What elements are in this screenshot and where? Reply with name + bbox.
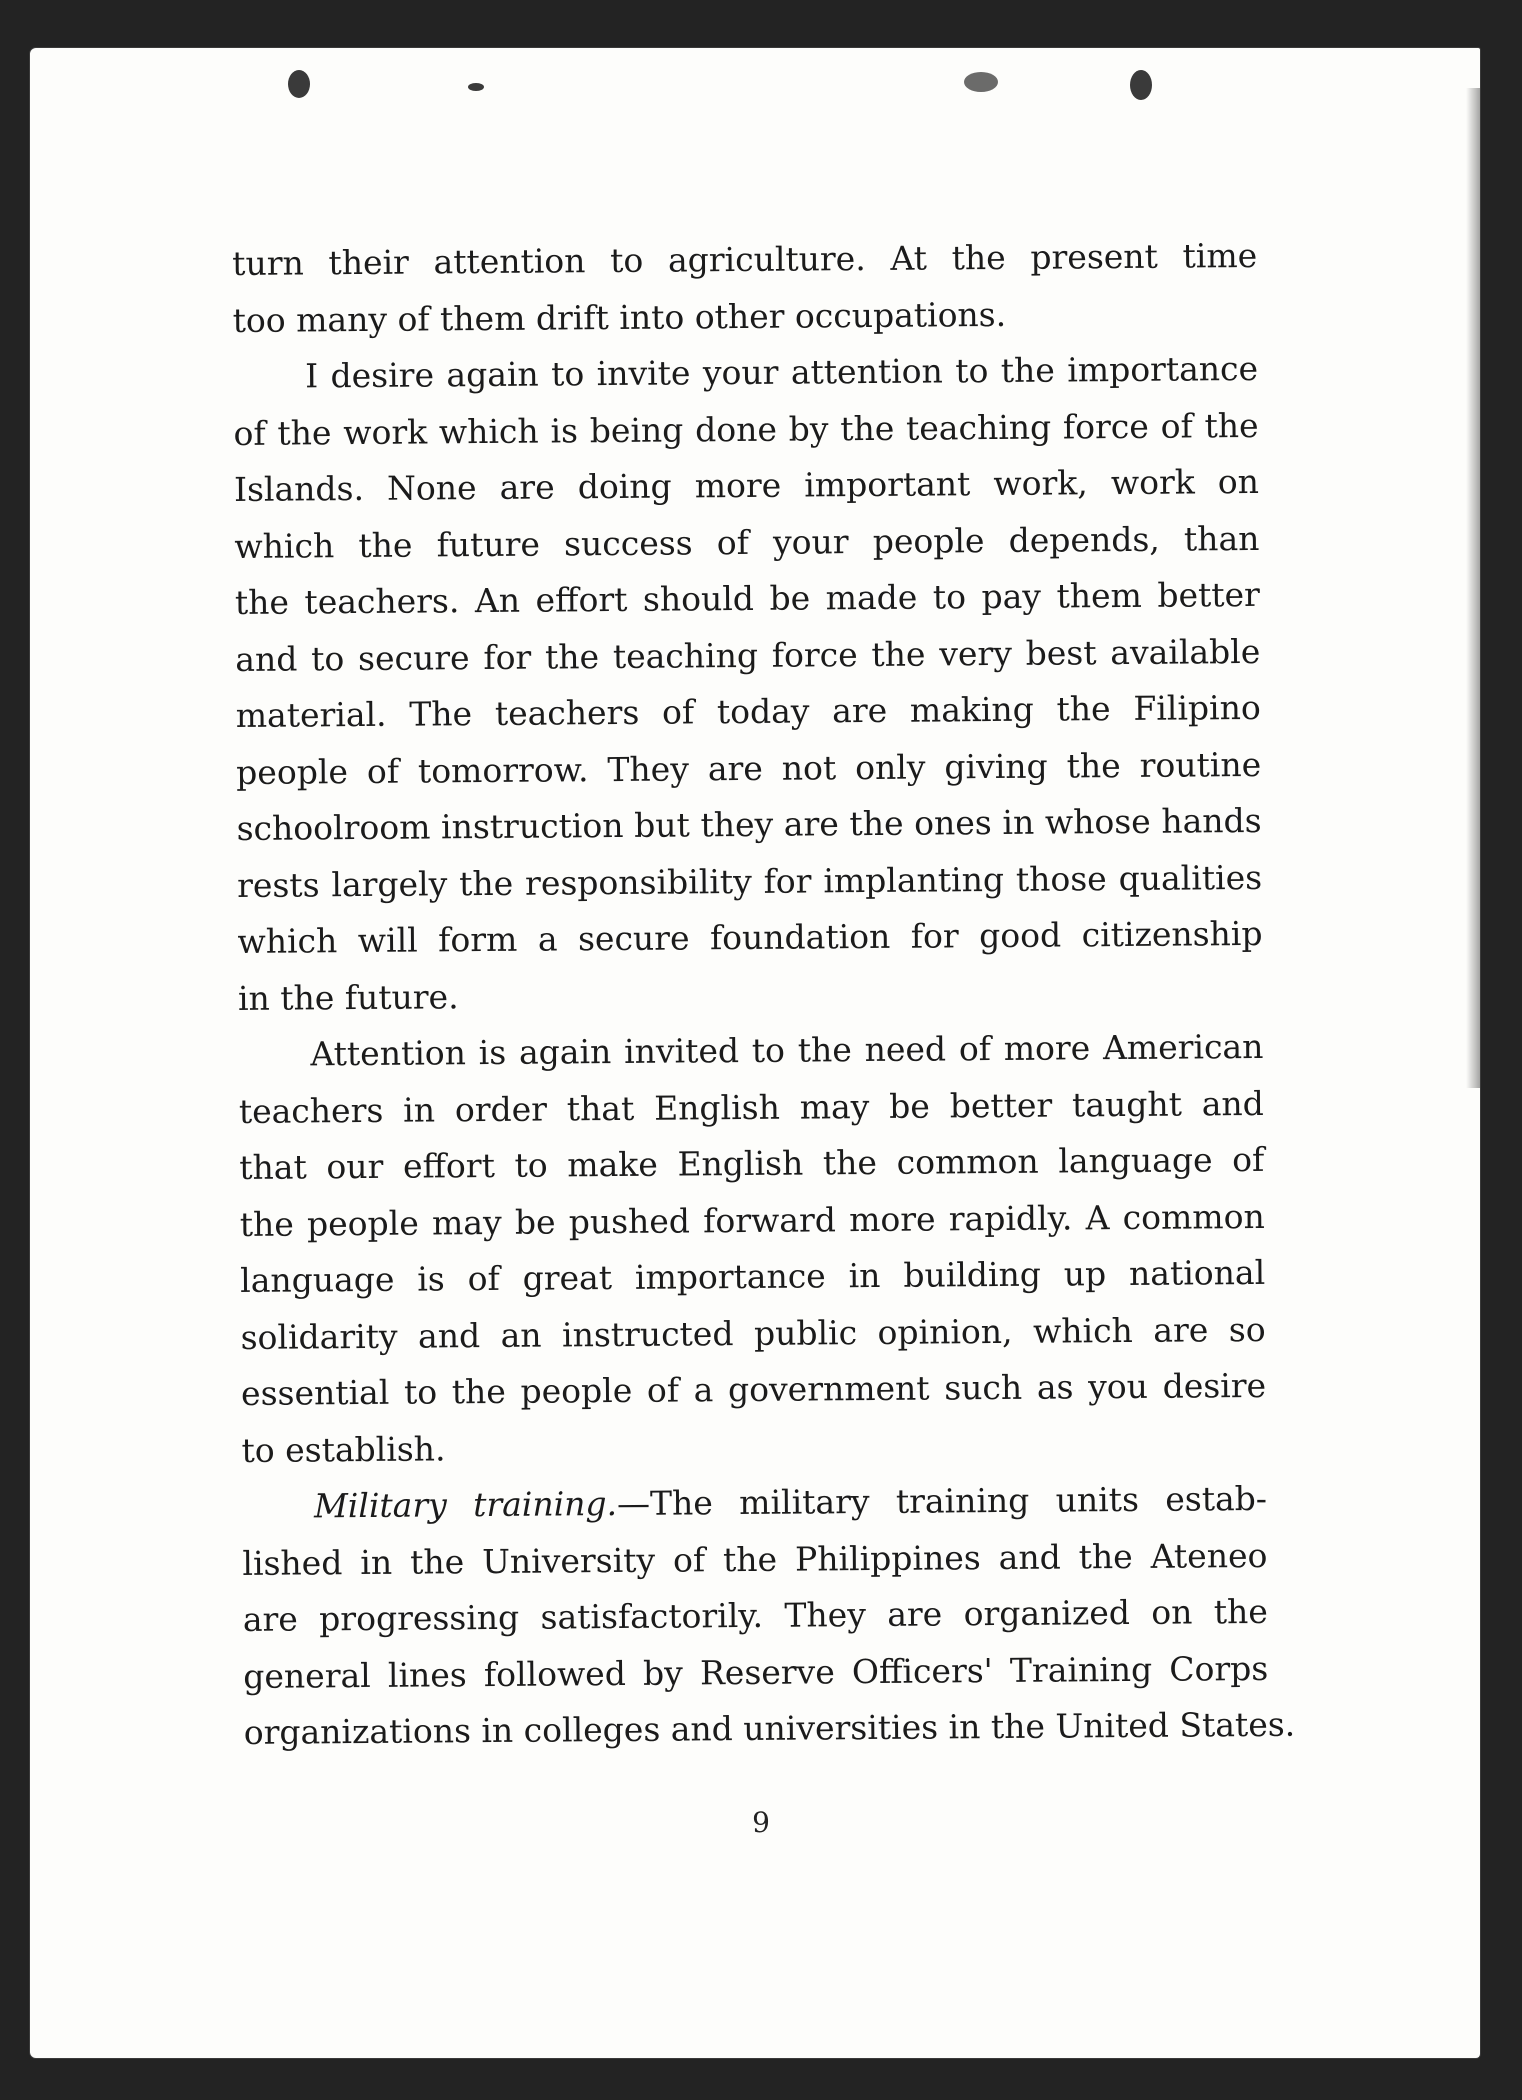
page-number: 9 — [752, 1806, 770, 1839]
paragraph-american-teachers — [238, 1019, 1267, 1479]
text-line: essential to the people of a government such as you desire — [240, 1365, 1267, 1413]
text-line: Military training.—The military training units estab- — [313, 1478, 1268, 1526]
text-line: teachers in order that English may be better taught and — [238, 1083, 1264, 1131]
text-line: of the work which is being done by the teaching force of the — [233, 405, 1259, 453]
binding-hole-mark — [468, 83, 484, 91]
text-line: in the future. — [237, 976, 459, 1018]
binding-hole-mark — [288, 70, 310, 98]
text-line: to establish. — [241, 1428, 446, 1470]
text-line: the people may be pushed forward more rapidly. A common — [239, 1196, 1265, 1244]
section-heading: Military training. — [313, 1484, 618, 1526]
text-line: material. The teachers of today are making the Filipino — [235, 687, 1261, 735]
text-line: which the future success of your people depends, than — [234, 518, 1260, 566]
text-line: lished in the University of the Philippines and the Ateneo — [242, 1535, 1268, 1583]
text-line: solidarity and an instructed public opinion, which are so — [240, 1309, 1266, 1357]
text-line: organizations in colleges and universities in the United States. — [243, 1704, 1296, 1752]
text-line: turn their attention to agriculture. At the present time — [232, 235, 1258, 283]
text-line: general lines followed by Reserve Officers' Training Corps — [243, 1648, 1269, 1696]
paragraph-agriculture — [232, 228, 1258, 349]
text-line: Attention is again invited to the need of more American — [310, 1026, 1264, 1074]
text-line: schoolroom instruction but they are the ones in whose hands — [236, 800, 1262, 848]
text-line: which will form a secure foundation for good citizenship — [237, 913, 1263, 961]
text-line: rests largely the responsibility for implanting those qualities — [236, 857, 1263, 905]
page-edge-shadow — [1466, 88, 1480, 1088]
text-line: I desire again to invite your attention to the importance — [304, 348, 1259, 396]
text-line: and to secure for the teaching force the very best available — [235, 631, 1261, 679]
binding-hole-mark — [1130, 70, 1152, 100]
document-body — [232, 228, 1296, 1762]
binding-hole-mark — [964, 72, 998, 92]
text-line: that our effort to make English the common language of — [239, 1139, 1265, 1187]
text-line: language is of great importance in building up national — [240, 1252, 1266, 1300]
text-line: Islands. None are doing more important work, work on — [233, 461, 1260, 509]
text-line: people of tomorrow. They are not only giving the routine — [236, 744, 1262, 792]
paragraph-teaching-force — [233, 341, 1263, 1027]
text-line: too many of them drift into other occupations. — [232, 294, 1007, 340]
text-line: the teachers. An effort should be made to pay them better — [234, 574, 1260, 622]
paragraph-military-training — [242, 1471, 1296, 1762]
text-line: are progressing satisfactorily. They are organized on the — [242, 1591, 1268, 1639]
